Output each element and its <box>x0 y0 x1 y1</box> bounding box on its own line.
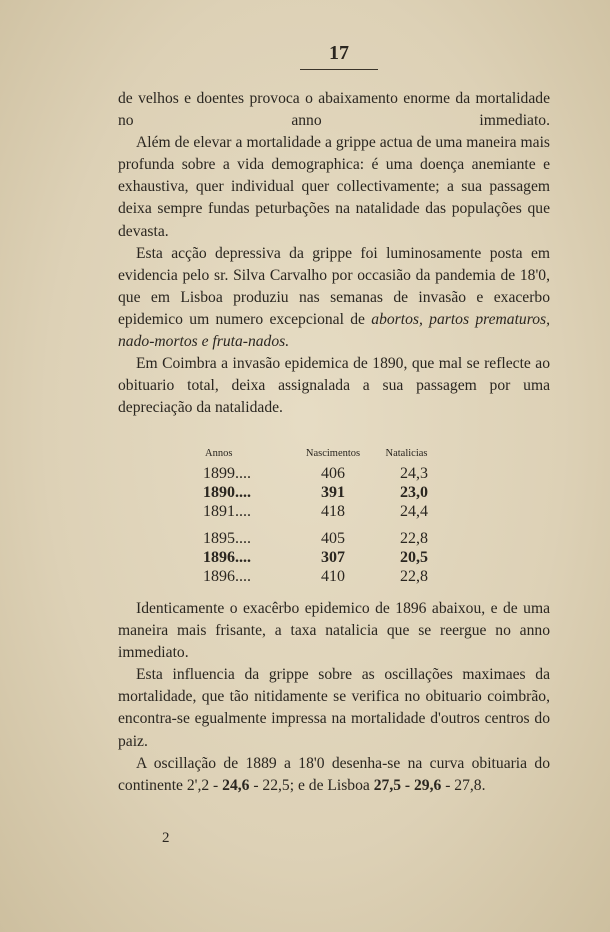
row-rate: 24,3 <box>400 465 428 482</box>
row-year: 1890.... <box>203 484 251 501</box>
paragraph-1: de velhos e doentes provoca o abaixamento enorme da mortalidade no anno immediato. <box>118 90 550 130</box>
row-year: 1891.... <box>203 503 251 520</box>
paragraph-4: Em Coimbra a invasão epidemica de 1890, que mal se reflecte ao obituario total, deixa assignalada a sua passagem por uma depreciação da natalidade. <box>118 355 550 417</box>
paragraph-2: Além de elevar a mortalidade a grippe actua de uma maneira mais profunda sobre a vida demographica: é uma doença anemiante e exhaustiva, quer individual quer collectivamente; a sua passagem deixa sempre fundas peturbações na natalidade das populações que devasta. <box>118 134 550 240</box>
table-row <box>195 567 440 586</box>
table-spacer <box>195 521 440 529</box>
row-births: 410 <box>321 568 345 585</box>
header-years: Annos <box>205 448 233 459</box>
row-rate: 23,0 <box>400 484 428 501</box>
paragraph-7-start: A oscillação de 1889 a 18'0 desenha-se na curva obituaria do continente 2',2 - <box>118 754 550 794</box>
paragraph-3 <box>118 243 550 353</box>
row-rate: 22,8 <box>400 530 428 547</box>
row-births: 391 <box>321 484 345 501</box>
paragraph-3-text: Esta acção depressiva da grippe foi luminosamente posta em evidencia pelo sr. Silva Carvalho por occasião da pandemia de 18'0, que em Lisboa produziu nas semanas de invasão e exacerbo epidemico um numero excepcional de <box>118 244 550 328</box>
paragraph-7 <box>118 753 550 797</box>
row-year: 1895.... <box>203 530 251 547</box>
paragraph-7-bold-1: 24,6 <box>222 776 250 794</box>
row-births: 405 <box>321 530 345 547</box>
row-rate: 24,4 <box>400 503 428 520</box>
table-row <box>195 548 440 567</box>
header-rule <box>300 69 378 70</box>
row-year: 1896.... <box>203 549 251 566</box>
upper-text-block <box>118 88 550 419</box>
row-rate: 20,5 <box>400 549 428 566</box>
table-row <box>195 502 440 521</box>
header-births: Nascimentos <box>305 448 361 459</box>
paragraph-3-italic: abortos, partos prematuros, nado-mortos e fruta-nados. <box>118 310 550 351</box>
paragraph-5: Identicamente o exacêrbo epidemico de 1896 abaixou, e de uma maneira mais frisante, a taxa natalicia que se reergue no anno immediato. <box>118 600 550 662</box>
paragraph-7-bold-2: 27,5 - 29,6 <box>373 776 442 794</box>
table-header-row <box>195 448 440 464</box>
table-row <box>195 529 440 548</box>
row-rate: 22,8 <box>400 568 428 585</box>
row-year: 1896.... <box>203 568 251 585</box>
header-rate: Natalicias <box>385 448 428 459</box>
paragraph-7-mid: - 22,5; e de Lisboa <box>249 776 374 794</box>
births-table <box>195 448 440 586</box>
row-births: 418 <box>321 503 345 520</box>
lower-text-block <box>118 598 550 797</box>
signature-mark: 2 <box>162 830 170 846</box>
table-row <box>195 483 440 502</box>
row-births: 307 <box>321 549 345 566</box>
row-births: 406 <box>321 465 345 482</box>
page-number: 17 <box>329 42 349 64</box>
row-year: 1899.... <box>203 465 251 482</box>
paragraph-6: Esta influencia da grippe sobre as oscillações maximaes da mortalidade, que tão nitidamente se verifica no obituario coimbrão, encontra-se egualmente impressa na mortalidade d'outros centros do paiz. <box>118 666 550 750</box>
table-row <box>195 464 440 483</box>
paragraph-7-end: - 27,8. <box>441 776 486 794</box>
